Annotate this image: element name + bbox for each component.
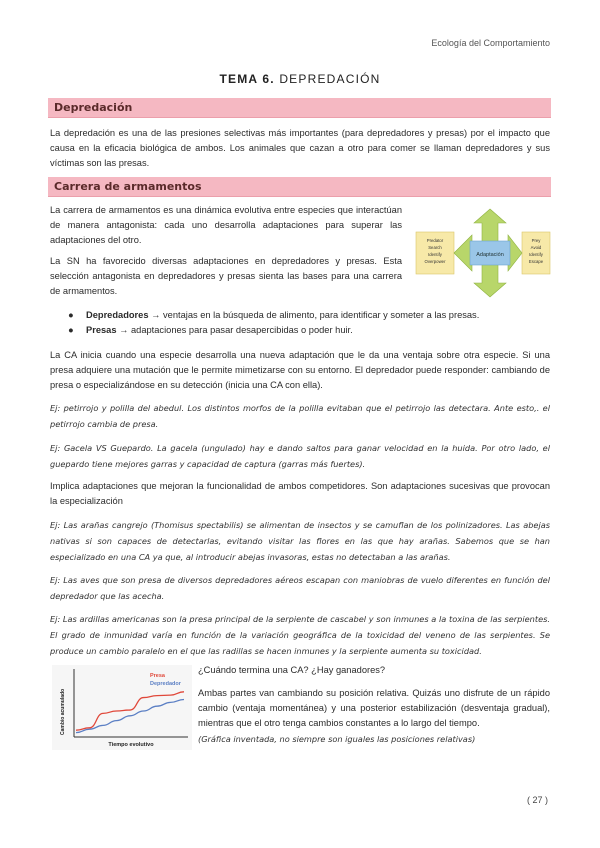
- bullet-arrow: →: [151, 310, 161, 320]
- diagram-left-2: Identify: [428, 252, 442, 257]
- example-aranas: Ej: Las arañas cangrejo (Thomisus spectabilis) se alimentan de insectos y se camuflan de los polinizadores. Las abejas nativas si son capaces de detectarlas, evitando visitar las flores en las que hay arañas. Sabemos que se han especializado en una CA ya que, al introducir abejas invasoras, estas no detectaban a las arañas.: [50, 520, 550, 562]
- carrera-paragraph-2: La SN ha favorecido diversas adaptaciones en depredadores y presas. Esta selección antagonista en depredadores y presas sienta las bases para una carrera de armamentos.: [50, 256, 402, 296]
- diagram-right-0: Prey: [531, 238, 541, 243]
- example-aves: Ej: Las aves que son presa de diversos depredadores aéreos escapan con maniobras de vuelo diferentes en función del depredador que las acecha.: [50, 575, 550, 601]
- chart-note: (Gráfica inventada, no siempre son iguales las posiciones relativas): [198, 734, 476, 744]
- bullet-presas: [68, 323, 548, 337]
- depredacion-paragraph: La depredación es una de las presiones selectivas más importantes (para depredadores y presas) por el impacto que causa en la eficacia biológica de ambos. Los animales que cazan a otro para comer se llaman depredadores y sus víctimas son las presas.: [50, 128, 550, 168]
- example-guepardo: Ej: Gacela VS Guepardo. La gacela (ungulado) hay e dando saltos para ganar velocidad en la huida. Por otro lado, el guepardo tiene mejores garras y capacidad de captura (garras más fuertes).: [50, 443, 550, 469]
- species-name: Thomisus spectabilis: [154, 520, 241, 530]
- arms-race-diagram: [412, 205, 552, 300]
- example-ardillas: Ej: Las ardillas americanas son la presa principal de la serpiente de cascabel y son inmunes a la toxina de las serpientes. El grado de inmunidad varía en función de la variación geográfica de la toxicidad del veneno de las serpientes. Se produce un cambio paralelo en el que las radillas se hacen inmunes y la serpiente aumenta su toxicidad.: [50, 614, 550, 656]
- legend-depredador: Depredador: [150, 681, 181, 687]
- diagram-center-label: Adaptación: [476, 252, 504, 258]
- carrera-paragraph-3: La CA inicia cuando una especie desarrolla una nueva adaptación que le da una ventaja sobre otra especie. Si una presa adquiere una mutación que le permite mimetizarse con su entorno. El depredador puede responder: cambiando de presa o especializándose en su detección (inicia una CA con ella).: [50, 350, 550, 390]
- diagram-right-1: Avoid: [530, 245, 542, 250]
- bullet-depredadores: [68, 308, 548, 322]
- y-axis-label: Cambio acumulado: [60, 688, 66, 735]
- bullet-text: ventajas en la búsqueda de alimento, para identificar y someter a las presas.: [163, 310, 480, 320]
- x-axis-label: Tiempo evolutivo: [108, 742, 154, 748]
- bullet-dot: ●: [68, 325, 74, 335]
- page-title: [0, 72, 600, 86]
- carrera-paragraph-4: Implica adaptaciones que mejoran la funcionalidad de ambos competidores. Son adaptaciones sucesivas que provocan la especialización: [50, 481, 550, 506]
- bullet-dot: ●: [68, 310, 74, 320]
- answer-paragraph: Ambas partes van cambiando su posición relativa. Quizás uno disfrute de un rápido cambio (ventaja momentánea) y una posterior estabilización (desventaja gradual), mientras que el otro tenga cambios constantes a lo largo del tiempo.: [198, 688, 550, 728]
- diagram-left-1: Search: [428, 245, 442, 250]
- diagram-right-2: Identify: [529, 252, 543, 257]
- bullet-term: Presas: [86, 325, 117, 335]
- example-polilla: Ej: petirrojo y polilla del abedul. Los distintos morfos de la polilla evitaban que el petirrojo las detectara. Ante esto,. el petirrojo cambia de presa.: [50, 403, 550, 429]
- bullet-term: Depredadores: [86, 310, 149, 320]
- diagram-left-0: Predator: [426, 238, 444, 243]
- section-heading-depredacion: Depredación: [48, 98, 551, 118]
- title-number: TEMA 6.: [219, 72, 275, 86]
- diagram-right-3: Escape: [528, 259, 544, 264]
- running-header: Ecología del Comportamiento: [431, 38, 550, 48]
- question-line: ¿Cuándo termina una CA? ¿Hay ganadores?: [198, 665, 386, 675]
- title-name: DEPREDACIÓN: [279, 72, 381, 86]
- coevolution-chart: [52, 665, 192, 750]
- legend-presa: Presa: [150, 673, 165, 679]
- carrera-paragraph-1: La carrera de armamentos es una dinámica evolutiva entre especies que interactúan de manera antagonista: cada uno desarrolla adaptaciones para superar las adaptaciones del otro.: [50, 205, 402, 245]
- bullet-arrow: →: [119, 325, 129, 335]
- section-heading-carrera: Carrera de armamentos: [48, 177, 551, 197]
- page-number: ( 27 ): [526, 795, 548, 805]
- bullet-text: adaptaciones para pasar desapercibidas o poder huir.: [131, 325, 353, 335]
- diagram-left-3: Overpower: [424, 259, 446, 264]
